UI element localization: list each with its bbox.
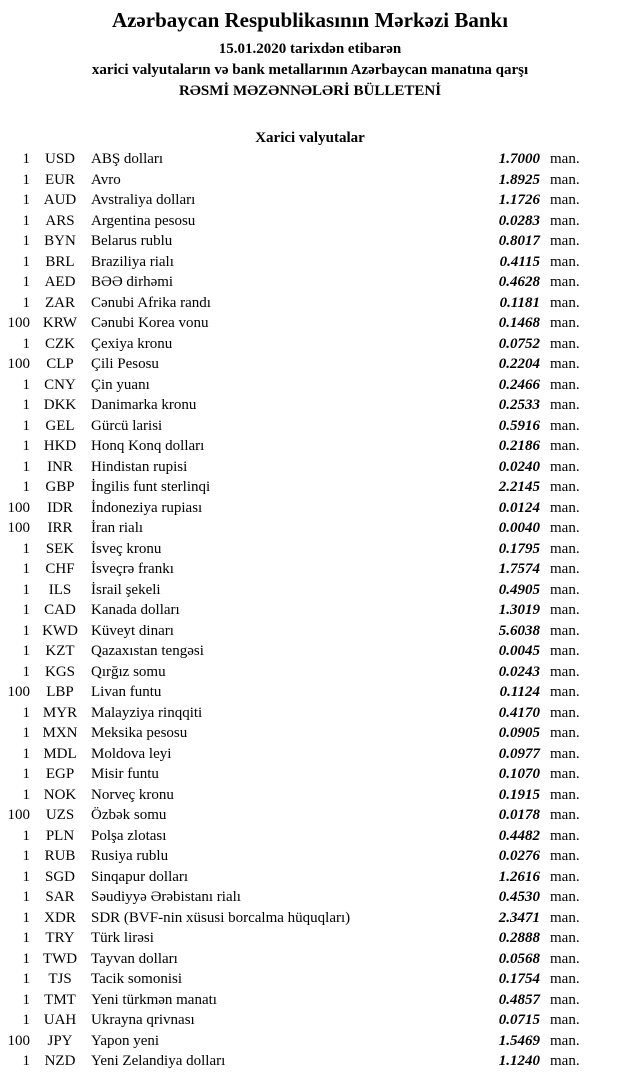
quantity-cell: 100 bbox=[7, 356, 30, 372]
unit-cell: man. bbox=[550, 704, 580, 721]
rate-row bbox=[0, 621, 620, 642]
currency-name-cell: BƏƏ dirhəmi bbox=[91, 274, 174, 290]
rate-value-cell: 0.1754 bbox=[498, 971, 540, 987]
currency-name-cell: İngilis funt sterlinqi bbox=[91, 479, 211, 495]
quantity-cell: 1 bbox=[22, 397, 30, 413]
rate-row bbox=[0, 477, 620, 498]
rate-value-cell: 0.1124 bbox=[499, 684, 540, 700]
rate-value-cell: 0.0977 bbox=[498, 745, 540, 762]
rate-value-cell: 0.4628 bbox=[498, 274, 540, 290]
unit-cell: man. bbox=[550, 1032, 580, 1049]
unit-cell: man. bbox=[550, 315, 580, 331]
rate-value-cell: 1.8925 bbox=[498, 171, 540, 188]
quantity-cell: 1 bbox=[22, 171, 30, 188]
currency-name-cell: Küveyt dinarı bbox=[91, 622, 174, 639]
rate-value-cell: 0.0124 bbox=[498, 499, 540, 516]
rate-value-cell: 0.1795 bbox=[498, 540, 540, 557]
currency-code-cell: RUB bbox=[44, 848, 76, 864]
rate-row bbox=[0, 252, 620, 273]
quantity-cell: 1 bbox=[22, 950, 30, 967]
unit-cell: man. bbox=[550, 335, 580, 352]
effective-date-line: 15.01.2020 tarixdən etibarən bbox=[218, 41, 402, 57]
quantity-cell: 1 bbox=[22, 1053, 30, 1069]
unit-cell: man. bbox=[550, 786, 580, 803]
quantity-cell: 100 bbox=[7, 807, 30, 823]
currency-name-cell: Qırğız somu bbox=[91, 663, 166, 680]
quantity-cell: 1 bbox=[22, 602, 30, 618]
quantity-cell: 1 bbox=[22, 745, 30, 762]
currency-code-cell: CAD bbox=[44, 602, 76, 618]
quantity-cell: 1 bbox=[22, 253, 30, 270]
quantity-cell: 1 bbox=[22, 786, 30, 803]
rate-value-cell: 0.0040 bbox=[498, 520, 540, 536]
currency-name-cell: Danimarka kronu bbox=[91, 397, 197, 413]
rate-row bbox=[0, 764, 620, 785]
unit-cell: man. bbox=[550, 479, 580, 495]
currency-code-cell: CHF bbox=[45, 561, 75, 577]
rate-value-cell: 0.0276 bbox=[498, 848, 540, 864]
quantity-cell: 1 bbox=[22, 930, 30, 946]
currency-code-cell: KRW bbox=[42, 315, 78, 331]
quantity-cell: 1 bbox=[22, 704, 30, 721]
rate-row bbox=[0, 600, 620, 621]
quantity-cell: 1 bbox=[22, 889, 30, 905]
subtitle-line: xarici valyutaların və bank metallarının Azərbaycan manatına qarşı bbox=[91, 62, 529, 78]
rate-row bbox=[0, 703, 620, 724]
currency-code-cell: TMT bbox=[44, 991, 76, 1008]
currency-name-cell: Ukrayna qrivnası bbox=[91, 1012, 195, 1028]
rate-value-cell: 0.0568 bbox=[498, 950, 540, 967]
currency-name-cell: Belarus rublu bbox=[91, 233, 173, 249]
currency-name-cell: Livan funtu bbox=[91, 684, 162, 700]
currency-code-cell: SGD bbox=[44, 868, 75, 885]
quantity-cell: 1 bbox=[22, 766, 30, 782]
rate-value-cell: 0.2888 bbox=[498, 930, 540, 946]
rate-row bbox=[0, 518, 620, 539]
rate-row bbox=[0, 928, 620, 949]
currency-name-cell: Tacik somonisi bbox=[91, 971, 183, 987]
rate-row bbox=[0, 149, 620, 170]
unit-cell: man. bbox=[550, 909, 580, 926]
currency-code-cell: UAH bbox=[43, 1012, 77, 1028]
unit-cell: man. bbox=[550, 622, 580, 639]
rate-row bbox=[0, 744, 620, 765]
rate-row bbox=[0, 887, 620, 908]
currency-code-cell: BYN bbox=[44, 233, 76, 249]
quantity-cell: 1 bbox=[22, 971, 30, 987]
unit-cell: man. bbox=[550, 643, 580, 659]
unit-cell: man. bbox=[550, 602, 580, 618]
rate-value-cell: 1.7000 bbox=[498, 151, 540, 167]
unit-cell: man. bbox=[550, 581, 580, 598]
currency-name-cell: İsveçrə frankı bbox=[91, 561, 174, 577]
unit-cell: man. bbox=[550, 971, 580, 987]
rate-value-cell: 0.0715 bbox=[498, 1012, 540, 1028]
rate-value-cell: 1.5469 bbox=[498, 1032, 540, 1049]
currency-name-cell: İsrail şekeli bbox=[91, 581, 161, 598]
unit-cell: man. bbox=[550, 192, 580, 208]
rate-row bbox=[0, 969, 620, 990]
quantity-cell: 100 bbox=[7, 684, 30, 700]
currency-name-cell: ABŞ dolları bbox=[91, 151, 164, 167]
quantity-cell: 1 bbox=[22, 581, 30, 598]
unit-cell: man. bbox=[550, 725, 580, 741]
unit-cell: man. bbox=[550, 397, 580, 413]
currency-code-cell: MDL bbox=[43, 745, 77, 762]
currency-name-cell: Argentina pesosu bbox=[91, 212, 196, 229]
currency-code-cell: TWD bbox=[42, 950, 78, 967]
unit-cell: man. bbox=[550, 991, 580, 1008]
bulletin-title: RƏSMİ MƏZƏNNƏLƏRİ BÜLLETENİ bbox=[178, 83, 442, 99]
rate-row bbox=[0, 231, 620, 252]
currency-code-cell: IRR bbox=[47, 520, 73, 536]
rate-row bbox=[0, 211, 620, 232]
quantity-cell: 1 bbox=[22, 848, 30, 864]
unit-cell: man. bbox=[550, 868, 580, 885]
currency-name-cell: Braziliya rialı bbox=[91, 253, 174, 270]
currency-name-cell: SDR (BVF-nin xüsusi borcalma hüquqları) bbox=[91, 909, 351, 926]
rate-row bbox=[0, 293, 620, 314]
unit-cell: man. bbox=[550, 766, 580, 782]
quantity-cell: 1 bbox=[22, 274, 30, 290]
rate-row bbox=[0, 580, 620, 601]
currency-code-cell: ARS bbox=[45, 212, 75, 229]
rate-value-cell: 1.1726 bbox=[498, 192, 540, 208]
quantity-cell: 100 bbox=[7, 1032, 30, 1049]
currency-name-cell: İran rialı bbox=[91, 520, 144, 536]
rate-value-cell: 0.1181 bbox=[499, 294, 540, 311]
rate-value-cell: 0.1070 bbox=[498, 766, 540, 782]
currency-name-cell: Misir funtu bbox=[91, 766, 159, 782]
currency-name-cell: Rusiya rublu bbox=[91, 848, 169, 864]
currency-code-cell: MYR bbox=[42, 704, 78, 721]
rate-value-cell: 5.6038 bbox=[498, 622, 540, 639]
quantity-cell: 1 bbox=[22, 643, 30, 659]
quantity-cell: 1 bbox=[22, 540, 30, 557]
currency-name-cell: Sinqapur dolları bbox=[91, 868, 189, 885]
currency-code-cell: XDR bbox=[44, 909, 76, 926]
rate-value-cell: 0.4115 bbox=[499, 253, 540, 270]
unit-cell: man. bbox=[550, 807, 580, 823]
currency-code-cell: HKD bbox=[43, 438, 77, 454]
unit-cell: man. bbox=[550, 950, 580, 967]
rate-row bbox=[0, 354, 620, 375]
currency-code-cell: KZT bbox=[45, 643, 75, 659]
unit-cell: man. bbox=[550, 745, 580, 762]
rate-value-cell: 1.1240 bbox=[498, 1053, 540, 1069]
currency-code-cell: CZK bbox=[45, 335, 75, 352]
unit-cell: man. bbox=[550, 233, 580, 249]
currency-name-cell: Avro bbox=[91, 171, 121, 188]
currency-name-cell: Polşa zlotası bbox=[91, 827, 167, 844]
unit-cell: man. bbox=[550, 417, 580, 434]
currency-code-cell: UZS bbox=[45, 807, 75, 823]
rate-row bbox=[0, 1051, 620, 1072]
rate-value-cell: 0.0178 bbox=[498, 807, 540, 823]
rate-value-cell: 1.7574 bbox=[498, 561, 540, 577]
unit-cell: man. bbox=[550, 171, 580, 188]
currency-code-cell: LBP bbox=[46, 684, 74, 700]
rate-row bbox=[0, 826, 620, 847]
currency-code-cell: USD bbox=[44, 151, 75, 167]
quantity-cell: 1 bbox=[22, 909, 30, 926]
currency-name-cell: Honq Konq dolları bbox=[91, 438, 205, 454]
rate-value-cell: 0.1915 bbox=[498, 786, 540, 803]
unit-cell: man. bbox=[550, 684, 580, 700]
rate-value-cell: 0.2466 bbox=[498, 376, 540, 393]
currency-code-cell: JPY bbox=[47, 1032, 73, 1049]
quantity-cell: 1 bbox=[22, 868, 30, 885]
rate-row bbox=[0, 395, 620, 416]
unit-cell: man. bbox=[550, 1012, 580, 1028]
rate-row bbox=[0, 990, 620, 1011]
currency-code-cell: PLN bbox=[45, 827, 75, 844]
rate-row bbox=[0, 375, 620, 396]
rate-row bbox=[0, 867, 620, 888]
quantity-cell: 1 bbox=[22, 212, 30, 229]
rate-row bbox=[0, 1031, 620, 1052]
rate-value-cell: 0.4905 bbox=[498, 581, 540, 598]
currency-name-cell: Tayvan dolları bbox=[91, 950, 178, 967]
unit-cell: man. bbox=[550, 458, 580, 475]
quantity-cell: 1 bbox=[22, 561, 30, 577]
quantity-cell: 1 bbox=[22, 335, 30, 352]
currency-name-cell: Norveç kronu bbox=[91, 786, 174, 803]
currency-code-cell: CNY bbox=[44, 376, 76, 393]
rate-row bbox=[0, 190, 620, 211]
currency-code-cell: CLP bbox=[46, 356, 74, 372]
rate-row bbox=[0, 723, 620, 744]
rate-value-cell: 0.0045 bbox=[498, 643, 540, 659]
rate-value-cell: 1.3019 bbox=[498, 602, 540, 618]
unit-cell: man. bbox=[550, 848, 580, 864]
rate-value-cell: 0.1468 bbox=[498, 315, 540, 331]
quantity-cell: 1 bbox=[22, 479, 30, 495]
currency-name-cell: Cənubi Korea vonu bbox=[91, 315, 209, 331]
rate-value-cell: 0.4530 bbox=[498, 889, 540, 905]
currency-name-cell: Yeni türkmən manatı bbox=[91, 991, 217, 1008]
unit-cell: man. bbox=[550, 540, 580, 557]
unit-cell: man. bbox=[550, 827, 580, 844]
unit-cell: man. bbox=[550, 212, 580, 229]
currency-name-cell: Cənubi Afrika randı bbox=[91, 294, 211, 311]
unit-cell: man. bbox=[550, 253, 580, 270]
rate-value-cell: 2.2145 bbox=[498, 479, 540, 495]
unit-cell: man. bbox=[550, 294, 580, 311]
currency-name-cell: Özbək somu bbox=[91, 807, 167, 823]
rate-value-cell: 0.0905 bbox=[498, 725, 540, 741]
currency-code-cell: SAR bbox=[45, 889, 75, 905]
currency-code-cell: SEK bbox=[45, 540, 75, 557]
currency-name-cell: Səudiyyə Ərəbistanı rialı bbox=[91, 889, 241, 905]
rate-value-cell: 0.4482 bbox=[498, 827, 540, 844]
unit-cell: man. bbox=[550, 151, 580, 167]
rate-value-cell: 0.2186 bbox=[498, 438, 540, 454]
rate-row bbox=[0, 313, 620, 334]
currency-name-cell: İsveç kronu bbox=[91, 540, 162, 557]
currency-code-cell: INR bbox=[47, 458, 73, 475]
quantity-cell: 1 bbox=[22, 827, 30, 844]
currency-name-cell: Çin yuanı bbox=[91, 376, 150, 393]
currency-name-cell: Hindistan rupisi bbox=[91, 458, 188, 475]
unit-cell: man. bbox=[550, 1053, 580, 1069]
currency-code-cell: TJS bbox=[48, 971, 72, 987]
currency-code-cell: NZD bbox=[44, 1053, 76, 1069]
rate-row bbox=[0, 908, 620, 929]
quantity-cell: 100 bbox=[7, 520, 30, 536]
quantity-cell: 1 bbox=[22, 1012, 30, 1028]
rate-value-cell: 0.0752 bbox=[498, 335, 540, 352]
quantity-cell: 1 bbox=[22, 192, 30, 208]
currency-code-cell: GBP bbox=[45, 479, 75, 495]
unit-cell: man. bbox=[550, 376, 580, 393]
quantity-cell: 1 bbox=[22, 663, 30, 680]
currency-code-cell: AED bbox=[44, 274, 76, 290]
rate-row bbox=[0, 436, 620, 457]
rate-row bbox=[0, 457, 620, 478]
rate-value-cell: 0.0283 bbox=[498, 212, 540, 229]
quantity-cell: 1 bbox=[22, 458, 30, 475]
quantity-cell: 1 bbox=[22, 438, 30, 454]
currency-code-cell: IDR bbox=[47, 499, 73, 516]
quantity-cell: 1 bbox=[22, 294, 30, 311]
currency-name-cell: Çili Pesosu bbox=[91, 356, 159, 372]
rate-value-cell: 0.0240 bbox=[498, 458, 540, 475]
quantity-cell: 1 bbox=[22, 376, 30, 393]
rate-value-cell: 0.2204 bbox=[498, 356, 540, 372]
currency-code-cell: MXN bbox=[42, 725, 78, 741]
unit-cell: man. bbox=[550, 889, 580, 905]
rate-row bbox=[0, 272, 620, 293]
unit-cell: man. bbox=[550, 663, 580, 680]
currency-name-cell: Yapon yeni bbox=[91, 1032, 160, 1049]
currency-name-cell: Gürcü larisi bbox=[91, 417, 163, 434]
quantity-cell: 1 bbox=[22, 622, 30, 639]
rate-row bbox=[0, 334, 620, 355]
quantity-cell: 100 bbox=[7, 499, 30, 516]
currency-name-cell: Malayziya rinqqiti bbox=[91, 704, 203, 721]
rate-row bbox=[0, 662, 620, 683]
rate-row bbox=[0, 805, 620, 826]
rate-row bbox=[0, 539, 620, 560]
currency-code-cell: TRY bbox=[45, 930, 75, 946]
unit-cell: man. bbox=[550, 930, 580, 946]
rate-value-cell: 0.4857 bbox=[498, 991, 540, 1008]
quantity-cell: 1 bbox=[22, 233, 30, 249]
quantity-cell: 1 bbox=[22, 417, 30, 434]
currency-code-cell: DKK bbox=[43, 397, 77, 413]
rate-row bbox=[0, 1010, 620, 1031]
currency-code-cell: NOK bbox=[43, 786, 77, 803]
currency-name-cell: Moldova leyi bbox=[91, 745, 172, 762]
currency-name-cell: Meksika pesosu bbox=[91, 725, 188, 741]
currency-code-cell: KGS bbox=[44, 663, 75, 680]
currency-name-cell: Kanada dolları bbox=[91, 602, 180, 618]
rate-value-cell: 0.5916 bbox=[498, 417, 540, 434]
rate-row bbox=[0, 846, 620, 867]
currency-code-cell: EUR bbox=[45, 171, 75, 188]
unit-cell: man. bbox=[550, 438, 580, 454]
rate-value-cell: 2.3471 bbox=[498, 909, 540, 926]
unit-cell: man. bbox=[550, 520, 580, 536]
rate-row bbox=[0, 785, 620, 806]
rate-row bbox=[0, 949, 620, 970]
unit-cell: man. bbox=[550, 274, 580, 290]
quantity-cell: 1 bbox=[22, 725, 30, 741]
rate-row bbox=[0, 682, 620, 703]
rate-value-cell: 1.2616 bbox=[498, 868, 540, 885]
currency-code-cell: KWD bbox=[42, 622, 78, 639]
quantity-cell: 1 bbox=[22, 991, 30, 1008]
rate-value-cell: 0.0243 bbox=[498, 663, 540, 680]
currency-name-cell: Avstraliya dolları bbox=[91, 192, 196, 208]
quantity-cell: 1 bbox=[22, 151, 30, 167]
rate-row bbox=[0, 559, 620, 580]
rates-table bbox=[0, 149, 620, 1072]
currency-code-cell: ZAR bbox=[45, 294, 75, 311]
quantity-cell: 100 bbox=[7, 315, 30, 331]
rate-value-cell: 0.2533 bbox=[498, 397, 540, 413]
currency-code-cell: BRL bbox=[45, 253, 75, 270]
unit-cell: man. bbox=[550, 561, 580, 577]
currency-name-cell: Yeni Zelandiya dolları bbox=[91, 1053, 226, 1069]
section-title: Xarici valyutalar bbox=[255, 130, 365, 146]
unit-cell: man. bbox=[550, 499, 580, 516]
currency-code-cell: ILS bbox=[48, 581, 72, 598]
page-title: Azərbaycan Respublikasının Mərkəzi Bankı bbox=[111, 8, 509, 32]
rate-row bbox=[0, 416, 620, 437]
rate-row bbox=[0, 170, 620, 191]
currency-name-cell: İndoneziya rupiası bbox=[91, 499, 203, 516]
rate-value-cell: 0.4170 bbox=[498, 704, 540, 721]
currency-code-cell: AUD bbox=[43, 192, 77, 208]
rate-value-cell: 0.8017 bbox=[498, 233, 540, 249]
rate-row bbox=[0, 641, 620, 662]
currency-code-cell: EGP bbox=[45, 766, 75, 782]
currency-name-cell: Çexiya kronu bbox=[91, 335, 173, 352]
currency-name-cell: Türk lirəsi bbox=[91, 930, 154, 946]
currency-code-cell: GEL bbox=[45, 417, 75, 434]
rate-row bbox=[0, 498, 620, 519]
currency-name-cell: Qazaxıstan tengəsi bbox=[91, 643, 204, 659]
unit-cell: man. bbox=[550, 356, 580, 372]
